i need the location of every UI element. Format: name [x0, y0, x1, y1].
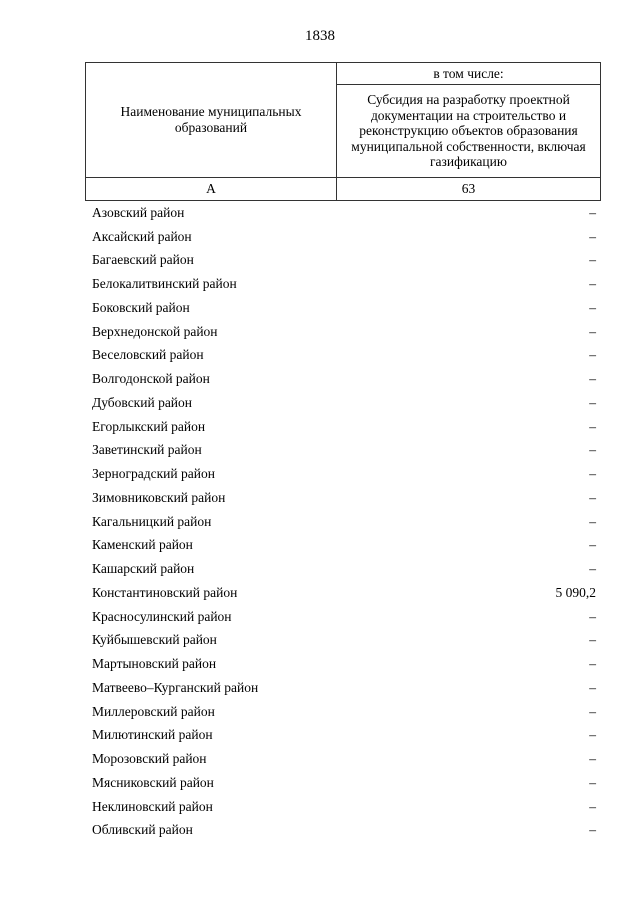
municipality-name: Неклиновский район	[92, 798, 213, 814]
municipality-name: Куйбышевский район	[92, 632, 217, 648]
subsidy-value: –	[589, 252, 596, 268]
table-row	[92, 700, 596, 724]
municipality-name: Багаевский район	[92, 252, 194, 268]
table-row	[92, 819, 596, 843]
subsidy-value: –	[589, 656, 596, 672]
table-row	[92, 439, 596, 463]
table-row	[92, 557, 596, 581]
including-header: в том числе:	[337, 63, 601, 85]
table-row	[92, 462, 596, 486]
subsidy-value: –	[589, 347, 596, 363]
municipality-name: Мартыновский район	[92, 656, 217, 672]
subsidy-value: –	[589, 561, 596, 577]
table-body	[92, 201, 596, 842]
subsidy-value: –	[589, 703, 596, 719]
municipality-name: Аксайский район	[92, 228, 192, 244]
table-row	[92, 344, 596, 368]
table-row	[92, 391, 596, 415]
table-row	[92, 201, 596, 225]
subsidy-column-header: Субсидия на разработку проектной документации на строительство и реконструкцию объектов образования муниципальной собственности, включая газификацию	[337, 85, 601, 178]
municipality-name: Зерноградский район	[92, 466, 215, 482]
subsidy-value: –	[589, 513, 596, 529]
subsidy-value: –	[589, 632, 596, 648]
subsidy-value: –	[589, 822, 596, 838]
municipality-name: Константиновский район	[92, 584, 238, 600]
table-row	[92, 225, 596, 249]
subsidy-value: –	[589, 442, 596, 458]
table-row	[92, 272, 596, 296]
municipality-name: Дубовский район	[92, 394, 193, 410]
municipality-name: Обливский район	[92, 822, 193, 838]
municipality-name: Азовский район	[92, 204, 185, 220]
subsidy-value: –	[589, 774, 596, 790]
subsidy-value: –	[589, 299, 596, 315]
municipality-name: Волгодонской район	[92, 371, 210, 387]
subsidy-value: –	[589, 608, 596, 624]
subsidy-value: –	[589, 394, 596, 410]
subsidy-value: –	[589, 276, 596, 292]
table-row	[92, 605, 596, 629]
municipality-name: Морозовский район	[92, 751, 207, 767]
table-row	[92, 747, 596, 771]
name-column-code: А	[86, 178, 337, 201]
municipality-name: Веселовский район	[92, 347, 204, 363]
table-row	[92, 795, 596, 819]
table-row	[92, 581, 596, 605]
table-row	[92, 534, 596, 558]
subsidy-value: –	[589, 228, 596, 244]
municipality-name: Верхнедонской район	[92, 323, 218, 339]
subsidy-value: –	[589, 727, 596, 743]
subsidy-value: 5 090,2	[555, 584, 596, 600]
municipality-name: Заветинский район	[92, 442, 202, 458]
subsidy-value: –	[589, 371, 596, 387]
table-row	[92, 415, 596, 439]
municipality-name: Егорлыкский район	[92, 418, 206, 434]
municipality-name: Кашарский район	[92, 561, 195, 577]
municipality-name: Кагальницкий район	[92, 513, 212, 529]
table-header	[85, 62, 601, 201]
municipality-name: Красносулинский район	[92, 608, 232, 624]
subsidy-value: –	[589, 798, 596, 814]
table-row	[92, 320, 596, 344]
municipality-name: Зимовниковский район	[92, 489, 226, 505]
subsidy-value: –	[589, 204, 596, 220]
municipality-name: Матвеево–Курганский район	[92, 679, 259, 695]
name-column-header: Наименование муниципальных образований	[86, 63, 337, 178]
subsidy-value: –	[589, 489, 596, 505]
municipality-name: Милютинский район	[92, 727, 213, 743]
table-row	[92, 629, 596, 653]
table-row	[92, 724, 596, 748]
table-row	[92, 296, 596, 320]
table-row	[92, 367, 596, 391]
subsidy-value: –	[589, 323, 596, 339]
subsidy-value: –	[589, 466, 596, 482]
municipality-name: Каменский район	[92, 537, 193, 553]
subsidy-value: –	[589, 679, 596, 695]
table-row	[92, 510, 596, 534]
table-row	[92, 486, 596, 510]
table-row	[92, 652, 596, 676]
municipality-name: Белокалитвинский район	[92, 276, 237, 292]
subsidy-value: –	[589, 418, 596, 434]
subsidy-value: –	[589, 537, 596, 553]
table-row	[92, 676, 596, 700]
subsidy-value: –	[589, 751, 596, 767]
municipality-name: Боковский район	[92, 299, 190, 315]
municipality-name: Мясниковский район	[92, 774, 214, 790]
subsidy-column-code: 63	[337, 178, 601, 201]
page-number: 1838	[305, 28, 335, 44]
table-row	[92, 249, 596, 273]
table-row	[92, 771, 596, 795]
municipality-name: Миллеровский район	[92, 703, 215, 719]
